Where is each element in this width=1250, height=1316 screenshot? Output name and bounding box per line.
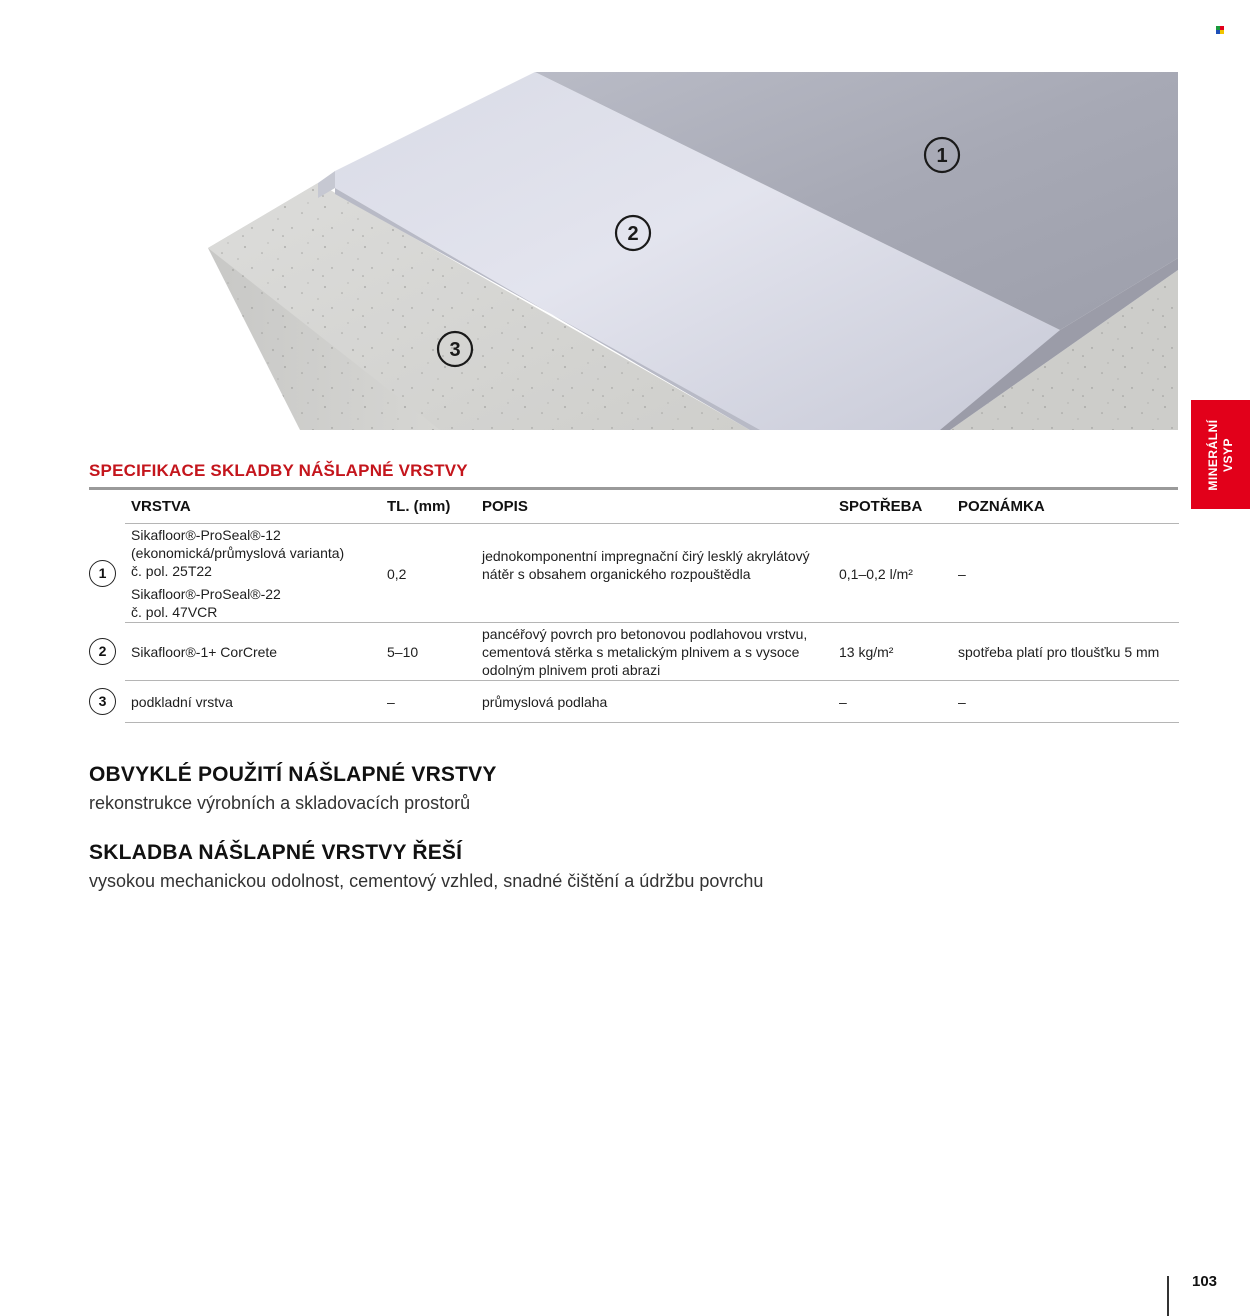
row-number-badge: 3: [89, 688, 116, 715]
page-number: 103: [1192, 1273, 1218, 1290]
table-divider: [125, 622, 1179, 623]
usage-heading: OBVYKLÉ POUŽITÍ NÁŠLAPNÉ VRSTVY: [89, 763, 497, 786]
table-row: [125, 682, 1179, 722]
solves-text: vysokou mechanickou odolnost, cementový vzhled, snadné čištění a údržbu povrchu: [89, 871, 764, 891]
table-row: [125, 525, 1179, 622]
cell-vrstva: Sikafloor®-1+ CorCrete: [131, 644, 278, 660]
cell-poznamka: –: [958, 694, 966, 710]
spec-title: SPECIFIKACE SKLADBY NÁŠLAPNÉ VRSTVY: [89, 461, 468, 480]
cell-spotreba: 13 kg/m²: [839, 644, 894, 660]
header-poznamka: POZNÁMKA: [958, 498, 1045, 515]
cell-spotreba: 0,1–0,2 l/m²: [839, 566, 913, 582]
table-divider: [125, 722, 1179, 723]
page-number-bar: [1167, 1276, 1169, 1316]
row-number-badge: 2: [89, 638, 116, 665]
cell-poznamka: spotřeba platí pro tloušťku 5 mm: [958, 644, 1160, 660]
cell-popis: pancéřový povrch pro betonovou podlahovou vrstvu, cementová stěrka s metalickým plnivem a s vysoce odolným plnivem proti abrazi: [482, 626, 808, 678]
cell-popis: jednokomponentní impregnační čirý lesklý akrylátový nátěr s obsahem organického rozpouštědla: [482, 548, 810, 582]
section-side-tab-label: MINERÁLNÍ VSYP: [1205, 418, 1235, 491]
usage-text: rekonstrukce výrobních a skladovacích prostorů: [89, 793, 471, 813]
cell-tl: –: [387, 694, 395, 710]
solves-heading: SKLADBA NÁŠLAPNÉ VRSTVY ŘEŠÍ: [89, 841, 463, 864]
section-side-tab: [1191, 400, 1250, 509]
svg-text:2: 2: [627, 223, 639, 245]
cell-vrstva: Sikafloor®-ProSeal®-12 (ekonomická/průmyslová varianta) č. pol. 25T22 Sikafloor®-ProSeal®-22 č. pol. 47VCR: [131, 527, 345, 620]
cell-tl: 5–10: [387, 644, 419, 660]
cell-spotreba: –: [839, 694, 847, 710]
header-popis: POPIS: [482, 498, 528, 515]
row-number-badge: 1: [89, 560, 116, 587]
cell-vrstva: podkladní vrstva: [131, 694, 233, 710]
cell-tl: 0,2: [387, 566, 407, 582]
table-header-row: [125, 490, 1179, 523]
table-row: [125, 624, 1179, 680]
cell-popis: průmyslová podlaha: [482, 694, 608, 710]
table-divider: [125, 523, 1179, 524]
floor-layers-illustration: [0, 0, 1250, 440]
table-divider: [125, 680, 1179, 681]
cell-poznamka: –: [958, 566, 966, 582]
svg-text:3: 3: [449, 339, 461, 361]
header-vrstva: VRSTVA: [131, 498, 191, 515]
svg-text:1: 1: [936, 145, 948, 167]
header-spotreba: SPOTŘEBA: [839, 498, 923, 515]
header-tl: TL. (mm): [387, 498, 451, 515]
